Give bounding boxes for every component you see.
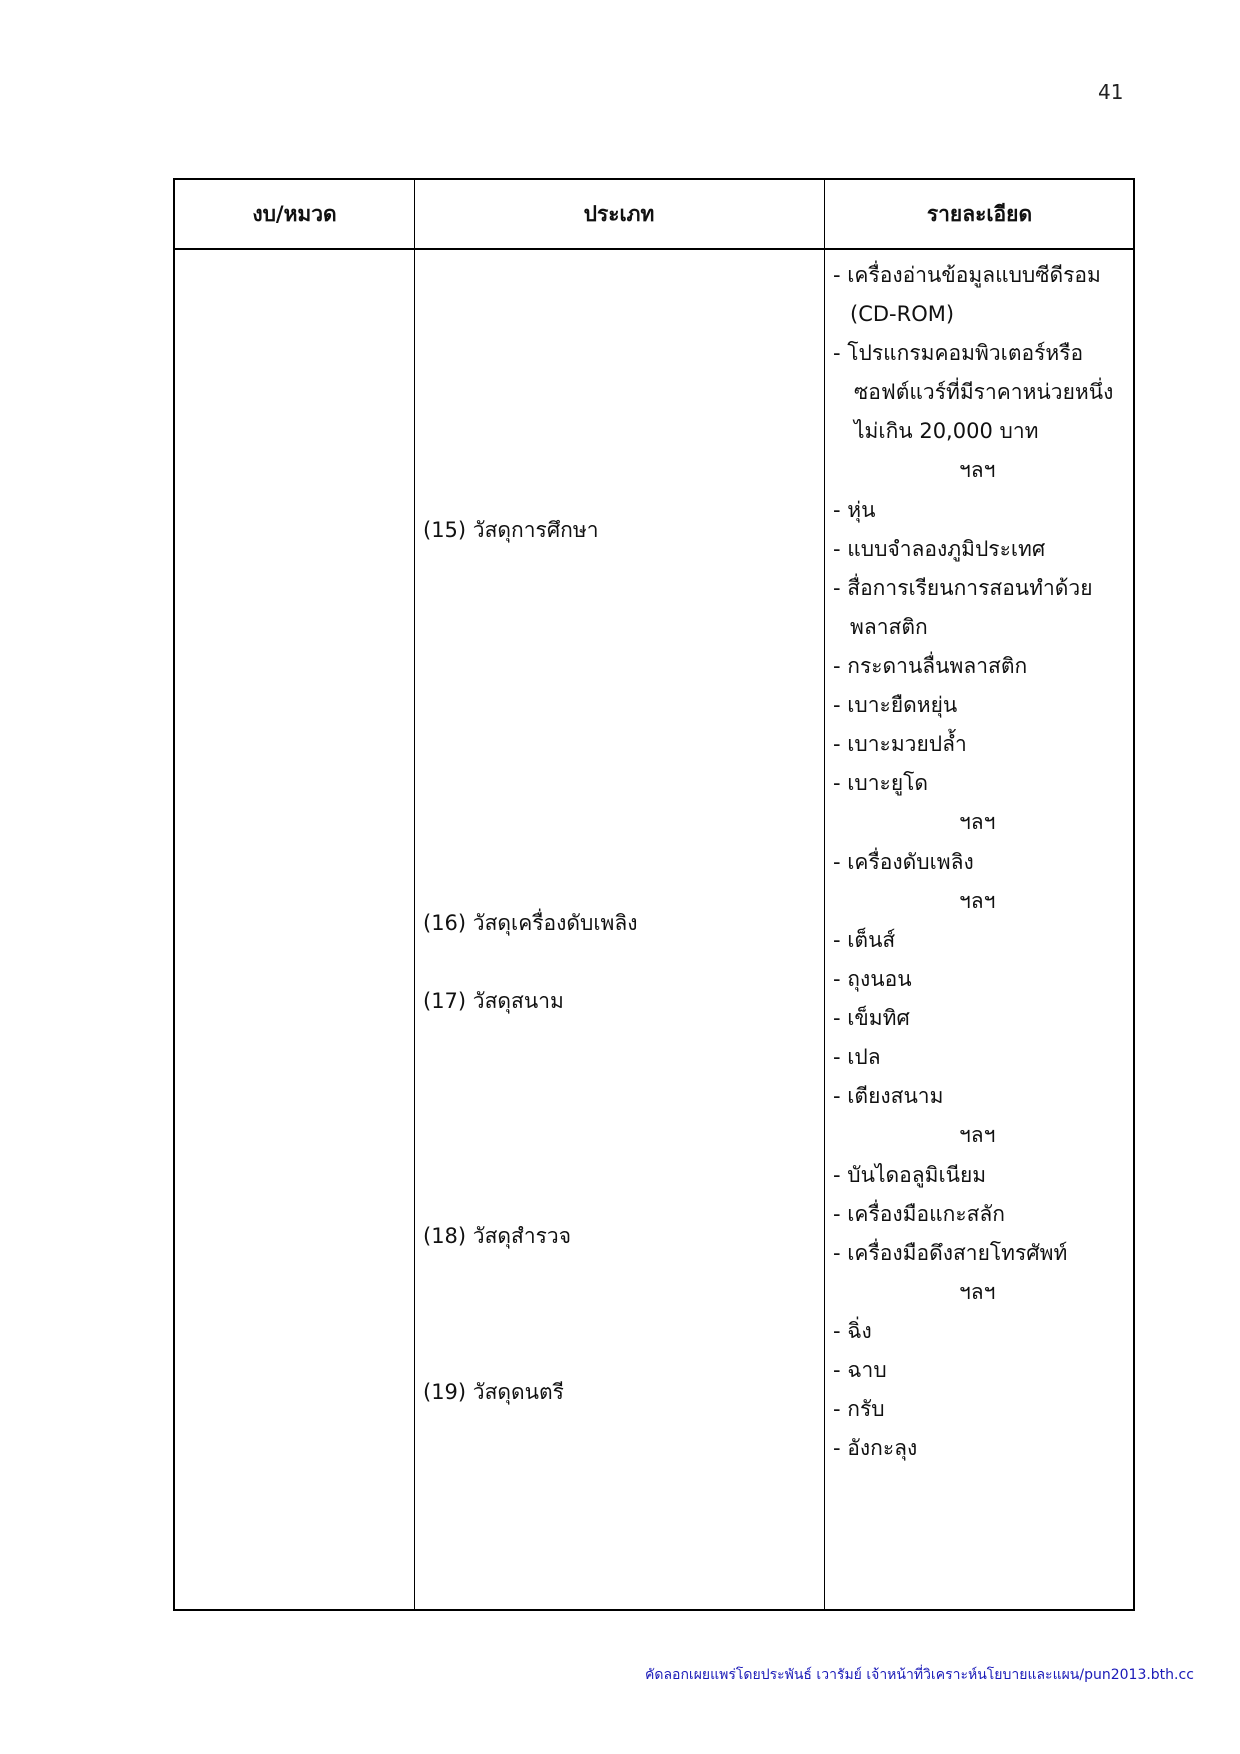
detail-line: - เตียงสนาม [833,1084,944,1108]
column-divider [824,180,825,1609]
detail-line: พลาสติก [850,615,928,639]
type-fire-extinguisher-supplies: (16) วัสดุเครื่องดับเพลิง [423,911,638,935]
page-number: 41 [1098,80,1124,104]
detail-line: - โปรแกรมคอมพิวเตอร์หรือ [833,341,1084,365]
header-details: รายละเอียด [926,202,1033,226]
detail-etc: ฯลฯ [959,1123,996,1147]
detail-line: - กรับ [833,1397,885,1421]
detail-line: ซอฟต์แวร์ที่มีราคาหน่วยหนึ่ง [854,380,1114,404]
detail-line: - เครื่องมือดึงสายโทรศัพท์ [833,1241,1068,1265]
column-divider [414,180,415,1609]
detail-line: (CD-ROM) [850,302,955,326]
header-budget-category: งบ/หมวด [252,202,337,226]
detail-line: - เต็นส์ [833,928,896,952]
detail-etc: ฯลฯ [959,1280,996,1304]
detail-line: - เครื่องดับเพลิง [833,850,974,874]
type-field-supplies: (17) วัสดุสนาม [423,989,564,1013]
detail-etc: ฯลฯ [959,458,996,482]
detail-line: - เครื่องอ่านข้อมูลแบบซีดีรอม [833,263,1101,287]
type-music-supplies: (19) วัสดุดนตรี [423,1380,564,1404]
detail-line: ไม่เกิน 20,000 บาท [854,419,1039,443]
detail-line: - ถุงนอน [833,967,912,991]
detail-line: - อังกะลุง [833,1436,918,1460]
detail-line: - กระดานลื่นพลาสติก [833,654,1028,678]
detail-line: - สื่อการเรียนการสอนทำด้วย [833,576,1093,600]
detail-line: - เบาะยืดหยุ่น [833,693,958,717]
detail-line: - ฉิ่ง [833,1319,872,1343]
type-education-supplies: (15) วัสดุการศึกษา [423,518,599,542]
detail-line: - แบบจำลองภูมิประเทศ [833,537,1046,561]
detail-line: - เบาะยูโด [833,771,929,795]
detail-line: - เครื่องมือแกะสลัก [833,1202,1006,1226]
detail-line: - หุ่น [833,498,876,522]
header-divider [175,248,1133,250]
type-survey-supplies: (18) วัสดุสำรวจ [423,1224,572,1248]
detail-line: - เข็มทิศ [833,1006,910,1030]
footer-credit: คัดลอกเผยแพร่โดยประพันธ์ เวารัมย์ เจ้าหน้าที่วิเคราะห์นโยบายและแผน/pun2013.bth.cc [645,1667,1194,1683]
budget-category-table [173,178,1135,1611]
detail-etc: ฯลฯ [959,810,996,834]
header-type: ประเภท [583,202,655,226]
detail-line: - บันไดอลูมิเนียม [833,1163,987,1187]
detail-line: - เปล [833,1045,881,1069]
detail-etc: ฯลฯ [959,889,996,913]
detail-line: - ฉาบ [833,1358,887,1382]
detail-line: - เบาะมวยปล้ำ [833,732,967,756]
